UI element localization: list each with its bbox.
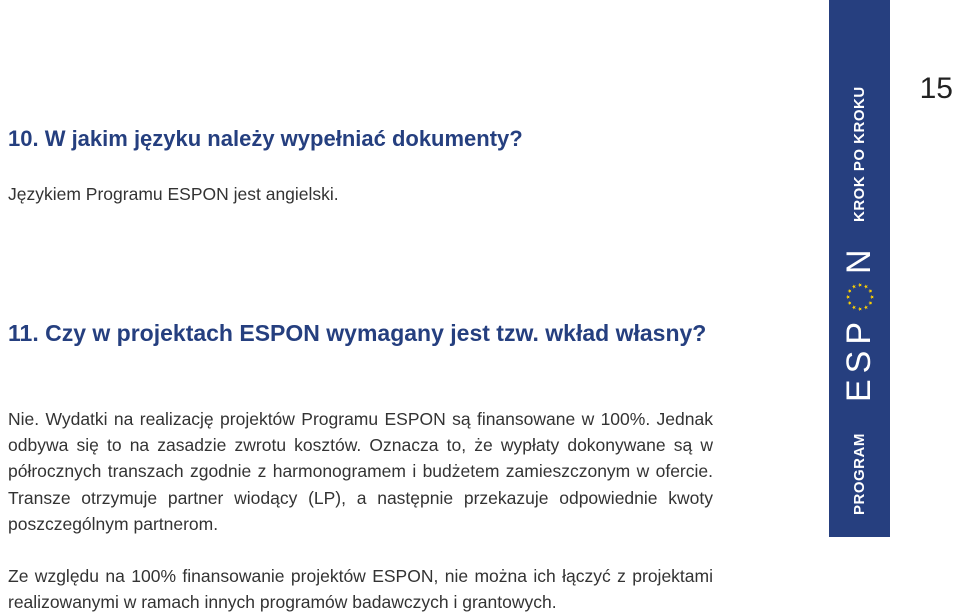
section-10-body: Językiem Programu ESPON jest angielski.	[8, 184, 339, 204]
section-11-heading: 11. Czy w projektach ESPON wymagany jest tzw. wkład własny?	[8, 320, 707, 346]
program-label: PROGRAM	[851, 433, 868, 515]
espon-logo	[840, 243, 879, 402]
espon-logo-text-left: ESP	[840, 315, 878, 402]
star-icon	[868, 301, 872, 305]
star-icon	[869, 295, 873, 299]
star-icon	[857, 307, 861, 311]
bottom-paragraph: Ze względu na 100% finansowanie projektów ESPON, nie można ich łączyć z projektami realizowanymi w ramach innych programów badawczych i grantowych.	[8, 566, 713, 613]
krok-po-kroku-label: KROK PO KROKU	[851, 86, 868, 222]
sidebar-vertical-text	[829, 0, 890, 537]
star-icon	[857, 283, 861, 287]
star-icon	[863, 305, 867, 309]
page-number: 15	[919, 72, 953, 105]
star-icon	[851, 284, 855, 288]
sidebar-banner	[829, 0, 890, 537]
star-icon	[851, 305, 855, 309]
star-icon	[847, 289, 851, 293]
star-icon	[847, 301, 851, 305]
star-icon	[868, 289, 872, 293]
star-icon	[863, 284, 867, 288]
espon-logo-text-right: N	[840, 243, 878, 274]
section-11-body: Nie. Wydatki na realizację projektów Programu ESPON są finansowane w 100%. Jednak odbywa się to na zasadzie zwrotu kosztów. Oznacza to, że wypłaty dokonywane są w półrocznych transzach zgodnie z harmonogramem i budżetem zamieszczonym w ofercie. Transze otrzymuje partner wiodący (LP), a następnie przekazuje odpowiednie kwoty poszczególnym partnerom.	[8, 409, 713, 534]
section-10-heading: 10. W jakim języku należy wypełniać dokumenty?	[8, 126, 523, 151]
eu-stars-circle-icon	[843, 280, 877, 314]
star-icon	[845, 295, 849, 299]
